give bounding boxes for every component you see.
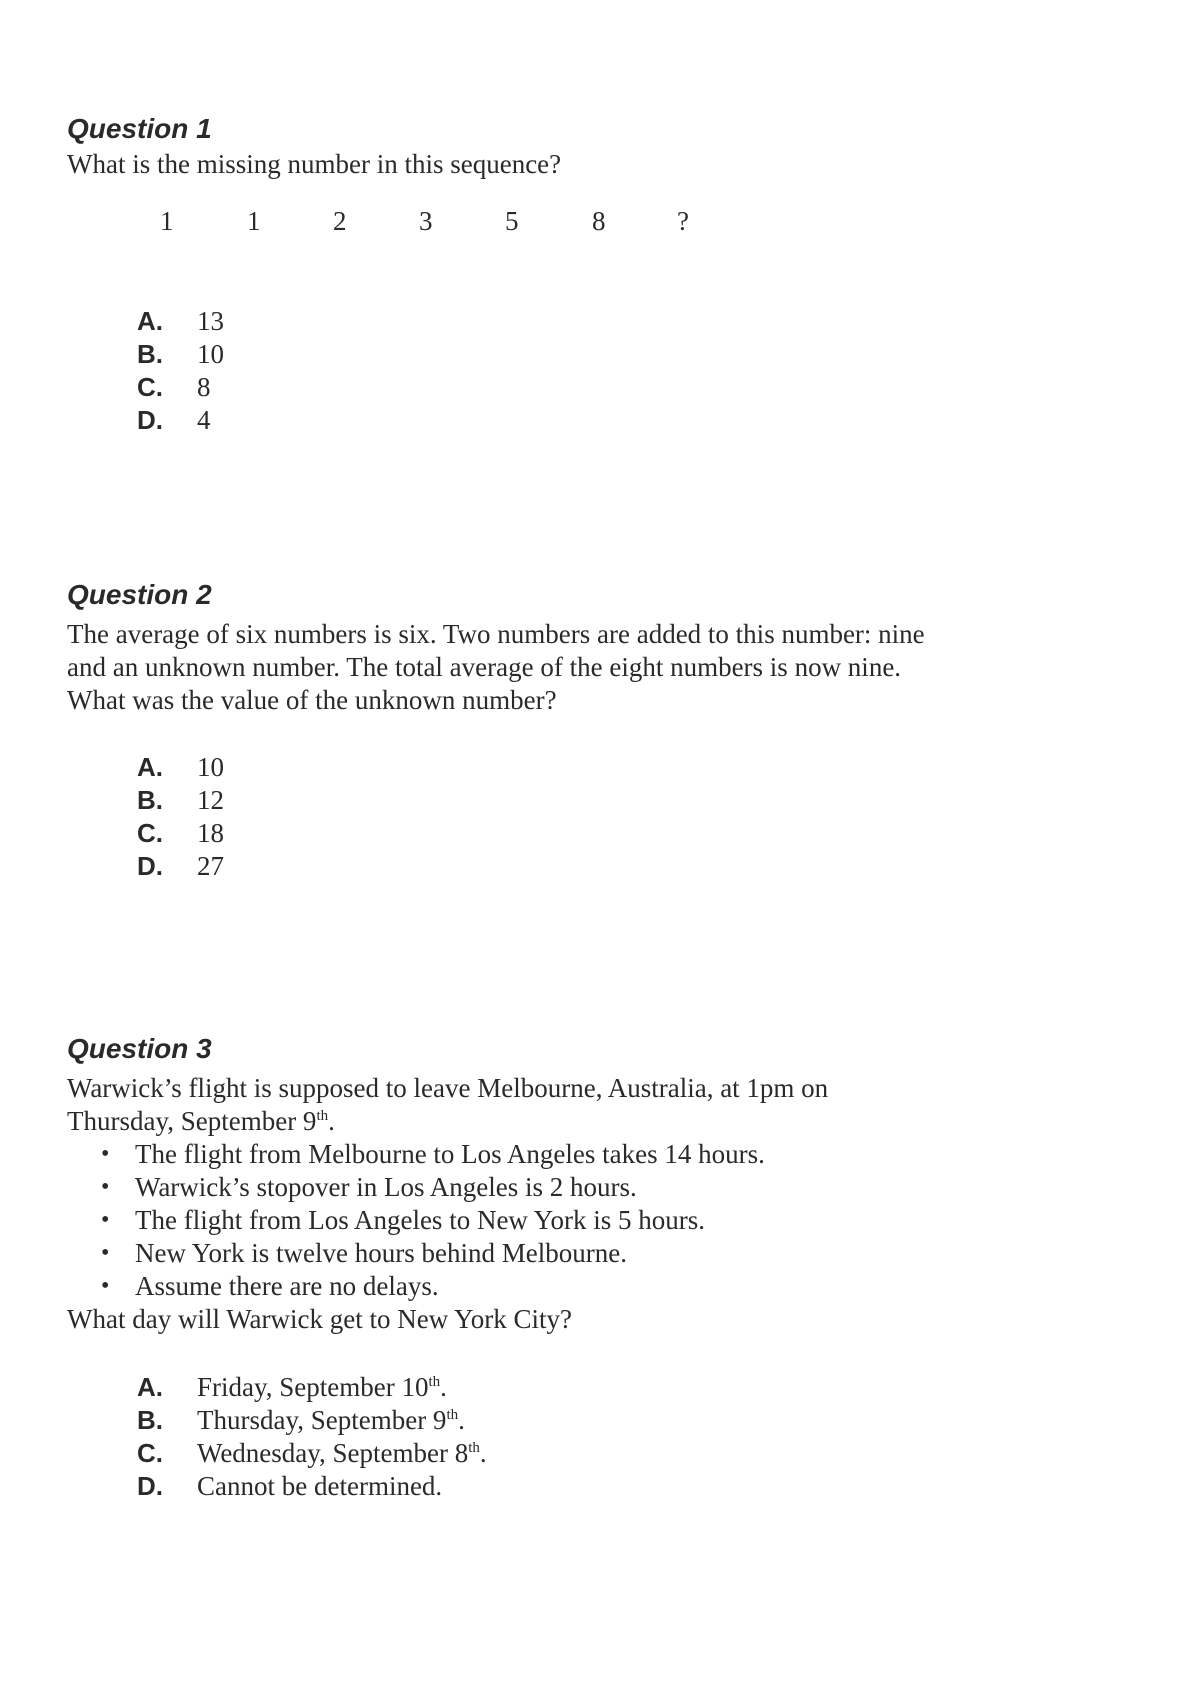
question-1-title: Question 1 bbox=[67, 113, 212, 144]
option-d[interactable]: D. 4 bbox=[137, 405, 211, 435]
list-item: • New York is twelve hours behind Melbourne. bbox=[135, 1237, 1067, 1270]
list-item: • The flight from Los Angeles to New York is 5 hours. bbox=[135, 1204, 1067, 1237]
option-c[interactable]: C. 8 bbox=[137, 372, 211, 402]
question-2-options bbox=[137, 752, 224, 884]
sequence-item: 1 bbox=[247, 206, 261, 236]
question-3-title: Question 3 bbox=[67, 1033, 212, 1064]
sequence-item: 3 bbox=[419, 206, 433, 236]
sequence-item: 1 bbox=[160, 206, 174, 236]
sequence-item: 2 bbox=[333, 206, 347, 236]
option-a[interactable]: A. Friday, September 10th. bbox=[137, 1372, 447, 1402]
question-2-line: and an unknown number. The total average of the eight numbers is now nine. bbox=[67, 652, 902, 682]
list-item: • The flight from Melbourne to Los Angeles takes 14 hours. bbox=[135, 1138, 1067, 1171]
sequence-item: 5 bbox=[505, 206, 519, 236]
question-2 bbox=[67, 578, 1067, 898]
question-1-options bbox=[137, 306, 224, 438]
question-2-title: Question 2 bbox=[67, 579, 212, 610]
option-c[interactable]: C. 18 bbox=[137, 818, 224, 848]
question-1 bbox=[67, 112, 1067, 435]
option-c[interactable]: C. Wednesday, September 8th. bbox=[137, 1438, 487, 1468]
option-b[interactable]: B. 12 bbox=[137, 785, 224, 815]
question-3-options bbox=[137, 1372, 487, 1504]
question-3 bbox=[67, 1032, 1067, 1512]
option-a[interactable]: A. 13 bbox=[137, 306, 224, 336]
question-3-question: What day will Warwick get to New York City? bbox=[67, 1304, 572, 1334]
option-b[interactable]: B. 10 bbox=[137, 339, 224, 369]
option-b[interactable]: B. Thursday, September 9th. bbox=[137, 1405, 465, 1435]
question-3-intro: Thursday, September 9th. bbox=[67, 1106, 335, 1136]
question-2-line: What was the value of the unknown number? bbox=[67, 685, 557, 715]
option-d[interactable]: D. Cannot be determined. bbox=[137, 1471, 443, 1501]
list-item: • Assume there are no delays. bbox=[135, 1270, 1067, 1303]
option-d[interactable]: D. 27 bbox=[137, 851, 224, 881]
option-a[interactable]: A. 10 bbox=[137, 752, 224, 782]
list-item: • Warwick’s stopover in Los Angeles is 2 hours. bbox=[135, 1171, 1067, 1204]
question-3-intro: Warwick’s flight is supposed to leave Melbourne, Australia, at 1pm on bbox=[67, 1073, 829, 1103]
number-sequence bbox=[67, 206, 867, 246]
question-2-line: The average of six numbers is six. Two numbers are added to this number: nine bbox=[67, 619, 925, 649]
sequence-item: 8 bbox=[592, 206, 606, 236]
question-3-facts bbox=[67, 1138, 1067, 1303]
question-1-text: What is the missing number in this sequence? bbox=[67, 149, 562, 179]
sequence-item: ? bbox=[677, 206, 689, 236]
